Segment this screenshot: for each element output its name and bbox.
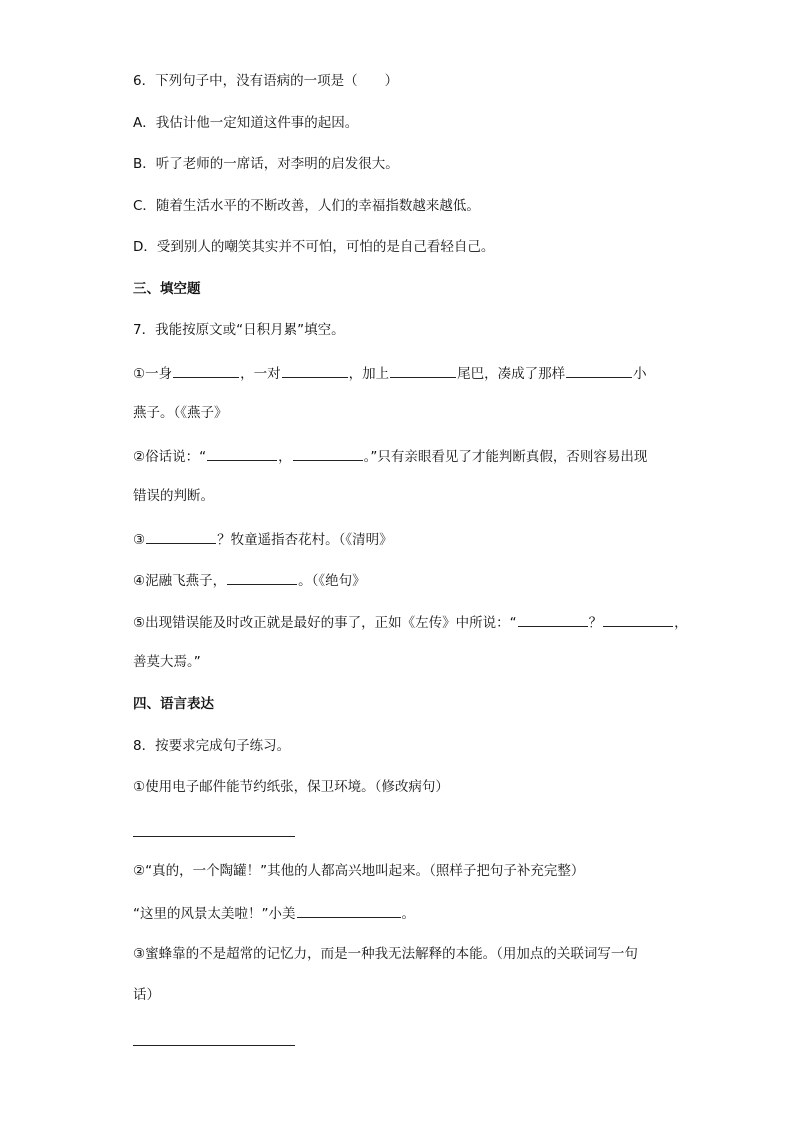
- question-8-item-3: ③蜜蜂靠的不是超常的记忆力，而是一种我无法解释的本能。（用加点的关联词写一句: [133, 946, 638, 962]
- question-7-item-2: [133, 446, 647, 466]
- answer-line[interactable]: [133, 1045, 295, 1046]
- question-7-item-3: [133, 529, 393, 549]
- q7-1-text-b: ，一对: [240, 366, 281, 382]
- q7-1-text-e: 小: [633, 366, 647, 382]
- q7-1-text-d: 尾巴，凑成了那样: [457, 366, 566, 382]
- q7-3-text-a: ③: [133, 532, 146, 548]
- q7-1-text-a: ①一身: [133, 366, 173, 382]
- question-7-item-4: [133, 570, 366, 590]
- q7-3-text-b: ？牧童遥指杏花村。（《清明》: [217, 532, 393, 548]
- q7-5-text-b: ？: [588, 615, 603, 631]
- question-7-item-1: [133, 363, 647, 383]
- question-7-stem: 7．我能按原文或“日积月累”填空。: [133, 322, 345, 338]
- question-7-item-2-continued: 错误的判断。: [133, 488, 214, 504]
- question-8-item-2-example: [133, 903, 415, 923]
- fill-blank[interactable]: [173, 363, 239, 378]
- fill-blank[interactable]: [227, 570, 297, 585]
- fill-blank[interactable]: [146, 529, 216, 544]
- fill-blank[interactable]: [282, 363, 348, 378]
- q8-2-text-a: “这里的风景太美啦！”小美: [133, 906, 296, 922]
- question-7-item-5-continued: 善莫大焉。”: [133, 654, 201, 670]
- question-8-item-1: ①使用电子邮件能节约纸张，保卫环境。（修改病句）: [133, 779, 449, 795]
- question-8-item-3-continued: 话）: [133, 987, 160, 1003]
- question-6-option-d: D．受到别人的嘲笑其实并不可怕，可怕的是自己看轻自己。: [133, 239, 495, 255]
- question-8-stem: 8．按要求完成句子练习。: [133, 738, 291, 754]
- fill-blank[interactable]: [603, 612, 673, 627]
- question-6-option-c: C．随着生活水平的不断改善，人们的幸福指数越来越低。: [133, 198, 480, 214]
- q7-4-text-b: 。（《绝句》: [298, 573, 366, 589]
- fill-blank[interactable]: [390, 363, 456, 378]
- question-7-item-5: [133, 612, 688, 632]
- q7-2-text-a: ②俗话说：“: [133, 449, 207, 465]
- fill-blank[interactable]: [297, 903, 401, 918]
- question-6-stem: 6．下列句子中，没有语病的一项是（ ）: [133, 73, 399, 89]
- section-3-title: 三、填空题: [133, 281, 201, 297]
- question-7-item-1-continued: 燕子。（《燕子》: [133, 405, 228, 421]
- q8-2-text-b: 。: [401, 906, 415, 922]
- q7-5-text-a: ⑤出现错误能及时改正就是最好的事了，正如《左传》中所说：“: [133, 615, 517, 631]
- fill-blank[interactable]: [293, 446, 363, 461]
- q7-5-text-c: ，: [674, 615, 688, 631]
- q7-4-text-a: ④泥融飞燕子，: [133, 573, 227, 589]
- q7-2-text-b: ，: [278, 449, 292, 465]
- question-6-option-b: B．听了老师的一席话，对李明的启发很大。: [133, 156, 399, 172]
- fill-blank[interactable]: [518, 612, 588, 627]
- q7-2-text-c: 。”只有亲眼看见了才能判断真假，否则容易出现: [363, 449, 648, 465]
- question-6-option-a: A．我估计他一定知道这件事的起因。: [133, 115, 359, 131]
- answer-line[interactable]: [133, 836, 295, 837]
- question-8-item-2: ②“真的，一个陶罐！”其他的人都高兴地叫起来。（照样子把句子补充完整）: [133, 863, 585, 879]
- fill-blank[interactable]: [207, 446, 277, 461]
- q7-1-text-c: ，加上: [348, 366, 390, 382]
- section-4-title: 四、语言表达: [133, 696, 214, 712]
- fill-blank[interactable]: [566, 363, 632, 378]
